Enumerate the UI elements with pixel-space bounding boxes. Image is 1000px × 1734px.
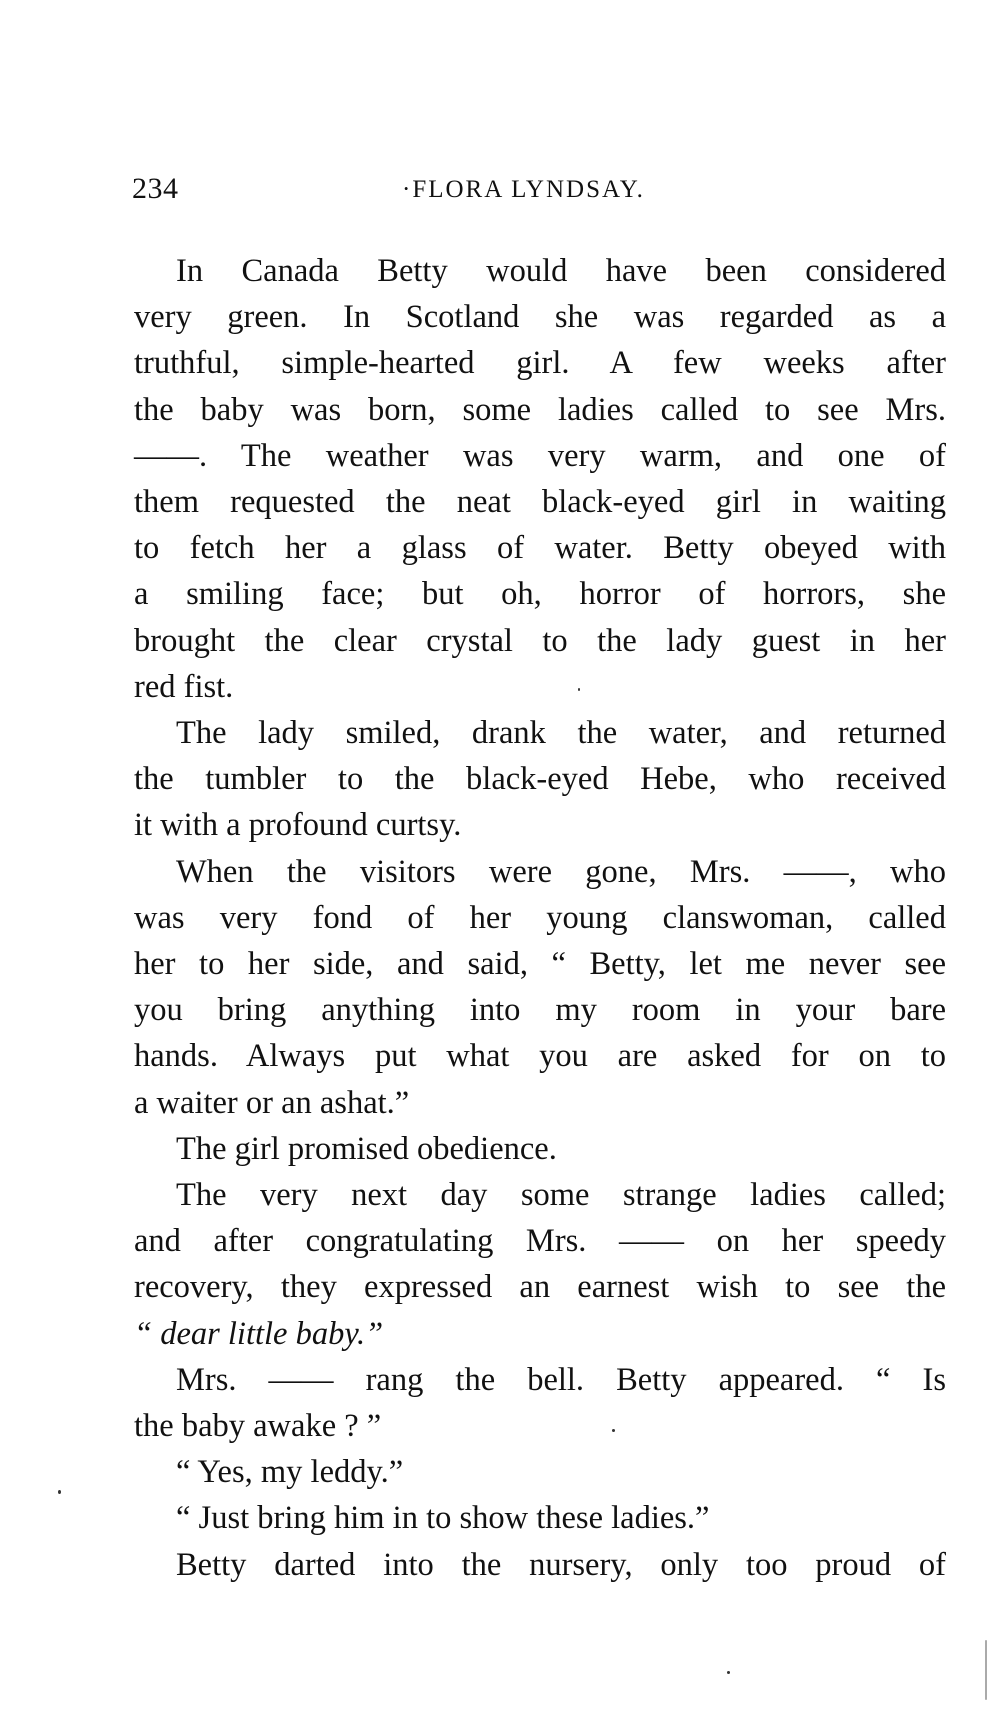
scan-speck [578, 688, 580, 691]
text-line: hands. Always put what you are asked for on to [134, 1038, 946, 1075]
text-line: “ Just bring him in to show these ladies.” [176, 1500, 710, 1537]
text-line: and after congratulating Mrs. —— on her speedy [134, 1223, 946, 1260]
text-line: her to her side, and said, “ Betty, let me never see [134, 946, 946, 983]
text-line: The lady smiled, drank the water, and returned [176, 715, 946, 752]
text-line: “ dear little baby.” [134, 1315, 384, 1352]
text-line: Mrs. —— rang the bell. Betty appeared. “ Is [176, 1361, 946, 1398]
text-line: The girl promised obedience. [176, 1130, 557, 1167]
text-line: the baby awake ? ” [134, 1408, 382, 1445]
text-line: In Canada Betty would have been considered [176, 253, 946, 289]
scan-speck [727, 1671, 730, 1674]
text-line: ——. The weather was very warm, and one of [134, 437, 946, 474]
text-line: a smiling face; but oh, horror of horrors, she [134, 576, 946, 613]
body-text [134, 248, 946, 1588]
text-line: to fetch her a glass of water. Betty obeyed with [134, 530, 946, 567]
scan-speck [612, 1429, 615, 1432]
text-line: it with a profound curtsy. [134, 807, 462, 844]
text-line: “ Yes, my leddy.” [176, 1454, 404, 1491]
text-line: very green. In Scotland she was regarded as a [134, 299, 946, 336]
text-line: brought the clear crystal to the lady guest in her [134, 622, 946, 659]
scan-speck [58, 1490, 61, 1494]
book-title: ·FLORA LYNDSAY. [402, 176, 645, 203]
text-line: was very fond of her young clanswoman, called [134, 899, 946, 936]
text-line: Betty darted into the nursery, only too proud of [176, 1546, 946, 1583]
running-head [132, 168, 952, 216]
text-line: red fist. [134, 668, 234, 705]
text-line: you bring anything into my room in your bare [134, 992, 946, 1029]
text-line: recovery, they expressed an earnest wish to see the [134, 1269, 946, 1306]
text-line: When the visitors were gone, Mrs. ——, who [176, 853, 946, 890]
page-number: 234 [132, 172, 179, 205]
text-line: them requested the neat black-eyed girl in waiting [134, 484, 946, 521]
text-line: a waiter or an ashat.” [134, 1084, 410, 1121]
text-line: The very next day some strange ladies called; [176, 1177, 946, 1214]
text-line: the tumbler to the black-eyed Hebe, who received [134, 761, 946, 798]
scan-speck [985, 1640, 987, 1700]
text-line: the baby was born, some ladies called to see Mrs. [134, 391, 946, 428]
text-line: truthful, simple-hearted girl. A few weeks after [134, 345, 946, 382]
